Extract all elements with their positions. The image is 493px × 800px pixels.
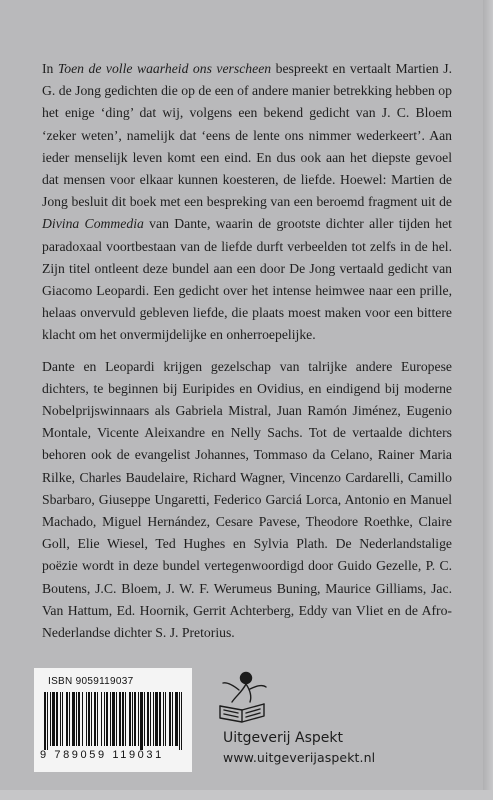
isbn-label: ISBN 9059119037: [48, 676, 134, 687]
barcode-area: [34, 668, 192, 772]
blurb-paragraph-1: [42, 58, 452, 347]
cover-edge-bottom: [0, 790, 493, 800]
blurb-paragraph-2: Dante en Leopardi krijgen gezelschap van talrijke andere Europese dichters, te beginnen bij Euripides en Ovidius, en eindigend bij moderne Nobelprijswinnaars als Gabriela Mistral, Juan Ramón Jiménez, Eugenio Montale, Vicente Aleixandre en Nelly Sachs. Tot de vertaalde dichters behoren ook de evangelist Johannes, Tommaso da Celano, Rainer Maria Rilke, Charles Baudelaire, Richard Wagner, Vincenzo Cardarelli, Camillo Sbarbaro, Giuseppe Ungaretti, Federico Garciá Lorca, Antonio en Manuel Machado, Miguel Hernández, Cesare Pavese, Theodore Roethke, Claire Goll, Elie Wiesel, Ted Hughes en Sylvia Plath. De Nederlandstalige poëzie wordt in deze bundel vertegenwoordigd door Guido Gezelle, P. C. Boutens, J.C. Bloem, J. W. F. Werumeus Buning, Maurice Gilliams, Jac. Van Hattum, Ed. Hoornik, Gerrit Achterberg, Eddy van Vliet en de Afro-Nederlandse dichter S. J. Pretorius.: [42, 358, 452, 641]
book-title: Toen de volle waarheid ons verscheen: [57, 61, 272, 76]
publisher-name: Uitgeverij Aspekt: [223, 730, 343, 746]
publisher-block: [200, 670, 470, 780]
blurb-text: [42, 58, 452, 653]
cover-edge-right: [483, 0, 493, 800]
barcode-icon: [44, 692, 182, 752]
blurb-p1-end: van Dante, waarin de grootste dichter aller tijden het paradoxaal voortbestaan van de liefde durft verbeelden tot zelfs in de hel. Zijn titel ontleent deze bundel aan een door De Jong vertaald gedicht van Giacomo Leopardi. Een gedicht over het intense heimwee naar een prille, helaas onvervuld gebleven liefde, die plaats moest maken voor een bittere klacht om het onvermijdelijke en onherroepelijke.: [42, 216, 452, 343]
reading-figure-logo-icon: [206, 670, 276, 726]
blurb-p1-intro: In: [42, 61, 58, 76]
publisher-url: www.uitgeverijaspekt.nl: [223, 750, 376, 765]
divina-commedia-title: Divina Commedia: [42, 216, 144, 232]
blurb-p1-body: bespreekt en vertaalt Martien J. G. de Jong gedichten die op de een of andere manier betrekking hebben op het enige ‘ding’ dat wij, volgens een bekend gedicht van J. C. Bloem ‘zeker weten’, namelijk dat ‘eens de lente ons nimmer wederkeert’. Aan ieder menselijk leven komt een eind. En dus ook aan het diepste gevoel dat mensen voor elkaar kunnen koesteren, de liefde. Hoewel: Martien de Jong besluit dit boek met een bespreking van een beroemd fragment uit de: [42, 61, 452, 210]
ean-number: 9 789059 119031: [40, 749, 164, 761]
